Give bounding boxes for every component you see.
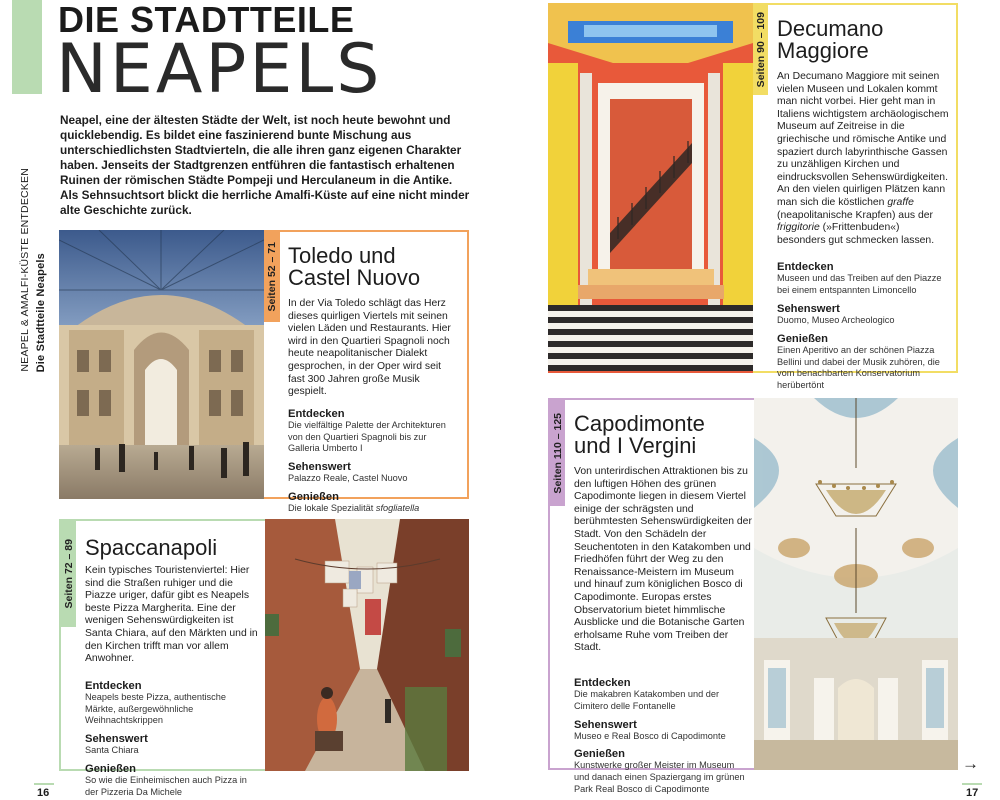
- toledo-page-tag: [264, 232, 280, 322]
- decumano-sehenswert-label: Sehenswert: [777, 302, 840, 315]
- spaccanapoli-entdecken-label: Entdecken: [85, 679, 142, 692]
- district-card-decumano: [548, 3, 958, 391]
- capodimonte-text: Von unterirdischen Attraktionen bis zu den luftigen Höhen des grünen Capodimonte liegen in diesem Viertel einige der schrägsten und berühmtesten Sehenswürdigkeiten der Stadt. Von den Schädeln der Seuchentoten in den Katakomben und Friedhöfen führt der Weg zu den Renaissance-Meistern im Museum und hinauf zum königlichen Bosco di Capodimonte. Europas erstes Observatorium bietet himmlische Ausblicke und die Botanische Garten erholsame Ruhe vom Treiben der Stadt.: [574, 466, 752, 654]
- spaccanapoli-title: Spaccanapoli: [85, 535, 218, 560]
- next-page-arrow-icon[interactable]: →: [962, 754, 979, 773]
- spaccanapoli-entdecken: Neapels beste Pizza, authentische Märkte, außergewöhnliche Weihnachtskrippen: [85, 691, 226, 726]
- capodimonte-title-line1: Capodimonte: [574, 411, 705, 436]
- toledo-sehenswert-label: Sehenswert: [288, 461, 351, 474]
- spaccanapoli-page-tag: [61, 521, 76, 627]
- spaccanapoli-geniessen: So wie die Einheimischen auch Pizza in der Pizzeria Da Michele: [85, 774, 247, 797]
- page-title-line1: DIE STADTTEILE: [58, 0, 355, 40]
- right-page-rule: [962, 783, 982, 785]
- decumano-page-tag: [753, 5, 768, 95]
- toledo-title-line1: Toledo und: [288, 243, 396, 268]
- left-page-rule: [34, 783, 54, 785]
- toledo-sehenswert: Palazzo Reale, Castel Nuovo: [288, 473, 408, 484]
- page-number-right: 17: [966, 787, 979, 799]
- district-card-toledo: [59, 230, 469, 513]
- decumano-pages: Seiten 90 – 109: [754, 12, 767, 88]
- spaccanapoli-sehenswert: Santa Chiara: [85, 745, 139, 756]
- capodimonte-geniessen-label: Genießen: [574, 748, 625, 761]
- toledo-geniessen: Die lokale Spezialität sfogliatella: [288, 502, 420, 513]
- capodimonte-entdecken: Die makabren Katakomben und der Cimitero delle Fontanelle: [574, 688, 720, 711]
- intro-text: Neapel, eine der ältesten Städte der Welt, ist noch heute bewohnt und quicklebendig. Es bildet eine faszinierend bunte Mischung aus unterschiedlichsten Stadtvierteln, die alle ihren ganz eigenen Charakter haben. Jenseits der Stadtgrenzen entführen die fantastisch erhaltenen Ruinen der römischen Städte Pompeji und Herculaneum in die Antike. Als Sehnsuchtsort blickt die herrliche Amalfi-Küste auf eine nicht minder alte Geschichte zurück.: [60, 113, 470, 217]
- decumano-geniessen: Einen Aperitivo an der schönen Piazza Bellini und dabei der Musik zuhören, die vom benachbarten Konservatorium herübertönt: [777, 344, 940, 391]
- decumano-entdecken: Museen und das Treiben auf den Piazze bei einem entspannten Limoncello: [777, 273, 942, 296]
- decumano-text-box: [753, 3, 958, 391]
- decumano-sehenswert: Duomo, Museo Archeologico: [777, 314, 895, 325]
- toledo-title-line2: Castel Nuovo: [288, 265, 421, 290]
- chapter-color-tab: [12, 0, 42, 94]
- decumano-station-photo: [548, 3, 753, 373]
- capodimonte-geniessen: Kunstwerke großer Meister im Museum und danach einen Spaziergang im grünen Park Real Bosco di Capodimonte: [574, 760, 745, 794]
- decumano-geniessen-label: Genießen: [777, 332, 828, 345]
- capodimonte-text-box: [548, 398, 754, 794]
- capodimonte-ballroom-photo: [754, 398, 958, 770]
- toledo-text: In der Via Toledo schlägt das Herz dieses quirligen Viertels mit seinen vielen Läden und Restaurants. Hier wird in den Quartieri Spagnoli noch heute neapolitanischer Dialekt gesprochen, in der Oper wird seit fast 300 Jahren große Musik gespielt.: [288, 298, 451, 398]
- running-head: [16, 110, 50, 372]
- capodimonte-title-line2: und I Vergini: [574, 433, 697, 458]
- decumano-title-line1: Decumano: [777, 16, 884, 41]
- decumano-entdecken-label: Entdecken: [777, 261, 834, 274]
- toledo-text-box: [264, 230, 469, 513]
- spaccanapoli-street-photo: [265, 519, 469, 771]
- capodimonte-entdecken-label: Entdecken: [574, 676, 631, 689]
- page-title-line2: NEAPELS: [56, 30, 383, 109]
- district-card-spaccanapoli: [59, 519, 469, 797]
- toledo-entdecken: Die vielfältige Palette der Architekturen von den Quartieri Spagnoli bis zur Galleria Umberto I: [288, 419, 446, 454]
- page-number-left: 16: [37, 787, 50, 799]
- spaccanapoli-text: Kein typisches Touristenviertel: Hier sind die Straßen ruhiger und die Piazze uriger, dafür gibt es Neapels beste Pizza Margherita. Eine der wenigen Sehenswürdigkeiten ist Santa Chiara, auf den Märkten und in den Kirchen trifft man vor allem Anwohner.: [85, 565, 258, 665]
- capodimonte-sehenswert: Museo e Real Bosco di Capodimonte: [574, 730, 726, 741]
- toledo-pages: Seiten 52 – 71: [266, 242, 278, 312]
- capodimonte-page-tag: [550, 400, 565, 506]
- spaccanapoli-pages: Seiten 72 – 89: [62, 539, 75, 609]
- running-head-light: NEAPEL & AMALFI-KÜSTE ENTDECKEN: [19, 168, 31, 372]
- toledo-entdecken-label: Entdecken: [288, 407, 345, 420]
- decumano-text: An Decumano Maggiore mit seinen vielen Museen und Lokalen kommt man nicht vorbei. Hier geht man in Italiens wichtigstem archäologischem Museum auf Zeitreise in die griechische und römische Antike und spaziert durch labyrinthische Gassen zu unzähligen Kirchen und eindrucksvollen Sehenswürdigkeiten. An den vielen quirligen Plätzen kann man sich die köstlichen graffe (neapolitanische Krapfen) aus der friggitorie (»Frittenbuden«) besonders gut schmecken lassen.: [777, 71, 949, 246]
- running-head-strong: Die Stadtteile Neapels: [35, 252, 47, 372]
- capodimonte-pages: Seiten 110 – 125: [551, 412, 564, 494]
- decumano-title-line2: Maggiore: [777, 38, 869, 63]
- spaccanapoli-geniessen-label: Genießen: [85, 762, 136, 775]
- spaccanapoli-sehenswert-label: Sehenswert: [85, 733, 148, 746]
- capodimonte-sehenswert-label: Sehenswert: [574, 718, 637, 731]
- toledo-geniessen-label: Genießen: [288, 490, 339, 503]
- district-card-capodimonte: [548, 398, 958, 794]
- spaccanapoli-text-box: [59, 519, 265, 797]
- galleria-umberto-photo: [59, 230, 264, 499]
